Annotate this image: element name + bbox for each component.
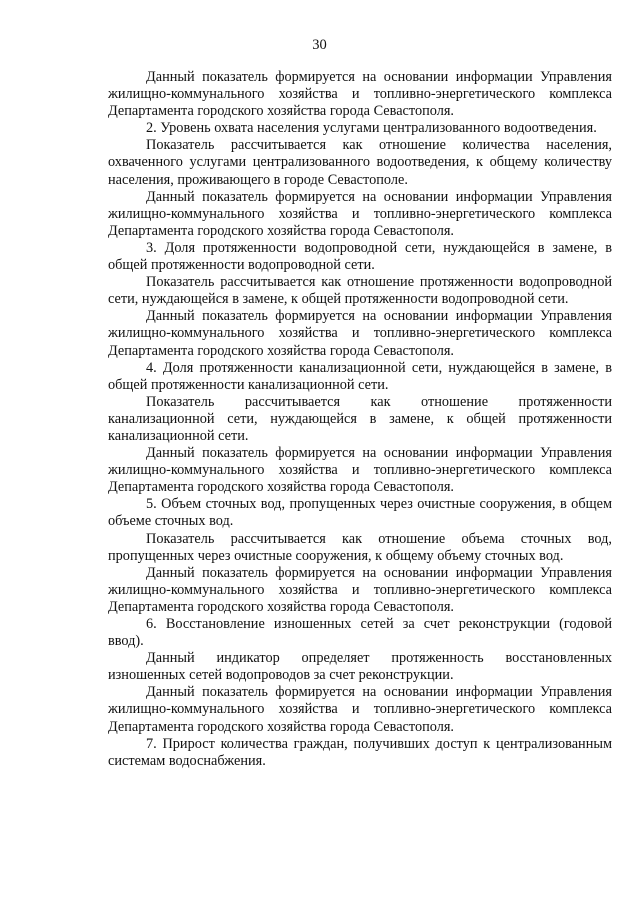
paragraph-item-3-calculation: Показатель рассчитывается как отношение протяженности водопроводной сети, нуждающейся в замене, к общей протяженности водопроводной сети. [108, 274, 612, 308]
paragraph-item-4-source: Данный показатель формируется на основании информации Управления жилищно-коммунального хозяйства и топливно-энергетического комплекса Департамента городского хозяйства города Севастополя. [108, 445, 612, 496]
paragraph-item-4-heading: 4. Доля протяженности канализационной сети, нуждающейся в замене, в общей протяженности канализационной сети. [108, 359, 612, 393]
paragraph-item-3-source: Данный показатель формируется на основании информации Управления жилищно-коммунального хозяйства и топливно-энергетического комплекса Департамента городского хозяйства города Севастополя. [108, 308, 612, 359]
body-text [108, 69, 612, 770]
page-number: 30 [312, 37, 327, 53]
paragraph-item-2-heading: 2. Уровень охвата населения услугами централизованного водоотведения. [146, 120, 597, 137]
paragraph-item-4-calculation: Показатель рассчитывается как отношение протяженности канализационной сети, нуждающейся в замене, к общей протяженности канализационной сети. [108, 393, 612, 444]
paragraph-item-5-heading: 5. Объем сточных вод, пропущенных через очистные сооружения, в общем объеме сточных вод. [108, 496, 612, 530]
paragraph-item-7-heading: 7. Прирост количества граждан, получивших доступ к централизованным системам водоснабжения. [108, 735, 612, 769]
paragraph-item-6-heading: 6. Восстановление изношенных сетей за счет реконструкции (годовой ввод). [108, 616, 612, 650]
paragraph-source-info: Данный показатель формируется на основании информации Управления жилищно-коммунального хозяйства и топливно-энергетического комплекса Департамента городского хозяйства города Севастополя. [108, 69, 612, 120]
paragraph-item-5-calculation: Показатель рассчитывается как отношение объема сточных вод, пропущенных через очистные сооружения, к общему объему сточных вод. [108, 530, 612, 564]
paragraph-item-6-source: Данный показатель формируется на основании информации Управления жилищно-коммунального хозяйства и топливно-энергетического комплекса Департамента городского хозяйства города Севастополя. [108, 684, 612, 735]
paragraph-item-5-source: Данный показатель формируется на основании информации Управления жилищно-коммунального хозяйства и топливно-энергетического комплекса Департамента городского хозяйства города Севастополя. [108, 564, 612, 615]
paragraph-item-2-source: Данный показатель формируется на основании информации Управления жилищно-коммунального хозяйства и топливно-энергетического комплекса Департамента городского хозяйства города Севастополя. [108, 188, 612, 239]
paragraph-item-2-calculation: Показатель рассчитывается как отношение количества населения, охваченного услугами централизованного водоотведения, к общему количеству населения, проживающего в городе Севастополе. [108, 137, 612, 188]
paragraph-item-6-definition: Данный индикатор определяет протяженность восстановленных изношенных сетей водопроводов за счет реконструкции. [108, 650, 612, 684]
paragraph-item-3-heading: 3. Доля протяженности водопроводной сети, нуждающейся в замене, в общей протяженности водопроводной сети. [108, 239, 612, 274]
